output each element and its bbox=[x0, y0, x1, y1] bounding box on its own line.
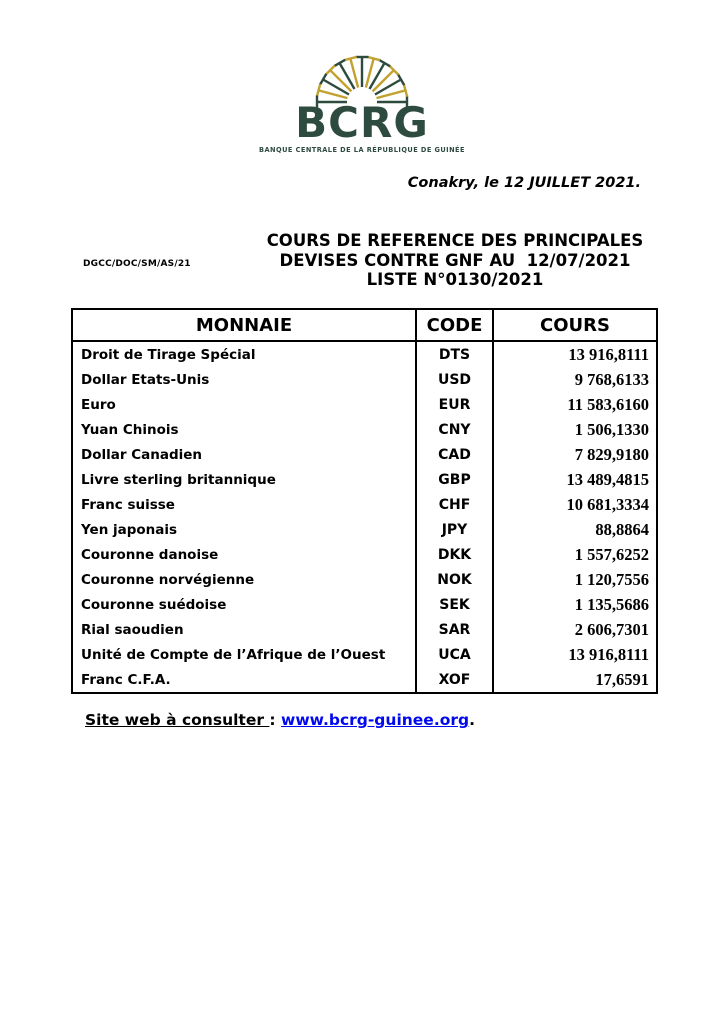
currency-name-cell: Rial saoudien bbox=[72, 617, 416, 642]
table-row bbox=[72, 492, 657, 517]
currency-name-cell: Yuan Chinois bbox=[72, 417, 416, 442]
website-link[interactable]: www.bcrg-guinee.org bbox=[281, 711, 470, 729]
col-header-code: CODE bbox=[416, 309, 493, 341]
currency-rate-cell: 88,8864 bbox=[493, 517, 657, 542]
currency-code-cell: UCA bbox=[416, 642, 493, 667]
table-row bbox=[72, 542, 657, 567]
currency-code-cell: SEK bbox=[416, 592, 493, 617]
currency-code-cell: NOK bbox=[416, 567, 493, 592]
dateline: Conakry, le 12 JUILLET 2021. bbox=[407, 175, 641, 191]
currency-rate-cell: 13 489,4815 bbox=[493, 467, 657, 492]
currency-name-cell: Droit de Tirage Spécial bbox=[72, 341, 416, 367]
currency-code-cell: USD bbox=[416, 367, 493, 392]
title-line-1: COURS DE REFERENCE DES PRINCIPALES bbox=[266, 231, 644, 250]
currency-rate-cell: 1 557,6252 bbox=[493, 542, 657, 567]
currency-rate-cell: 10 681,3334 bbox=[493, 492, 657, 517]
currency-code-cell: JPY bbox=[416, 517, 493, 542]
currency-code-cell: SAR bbox=[416, 617, 493, 642]
currency-code-cell: GBP bbox=[416, 467, 493, 492]
table-row bbox=[72, 367, 657, 392]
table-row bbox=[72, 341, 657, 367]
table-row bbox=[72, 442, 657, 467]
currency-name-cell: Couronne suédoise bbox=[72, 592, 416, 617]
currency-code-cell: XOF bbox=[416, 667, 493, 693]
currency-code-cell: CAD bbox=[416, 442, 493, 467]
currency-rate-cell: 13 916,8111 bbox=[493, 642, 657, 667]
currency-rate-cell: 17,6591 bbox=[493, 667, 657, 693]
currency-rate-cell: 7 829,9180 bbox=[493, 442, 657, 467]
exchange-rates-table bbox=[71, 308, 658, 694]
currency-rate-cell: 11 583,6160 bbox=[493, 392, 657, 417]
currency-name-cell: Dollar Etats-Unis bbox=[72, 367, 416, 392]
title-line-2: DEVISES CONTRE GNF AU 12/07/2021 bbox=[279, 250, 631, 270]
currency-name-cell: Unité de Compte de l’Afrique de l’Ouest bbox=[72, 642, 416, 667]
currency-code-cell: CNY bbox=[416, 417, 493, 442]
currency-name-cell: Couronne danoise bbox=[72, 542, 416, 567]
col-header-cours: COURS bbox=[493, 309, 657, 341]
col-header-monnaie: MONNAIE bbox=[72, 309, 416, 341]
bcrg-logo bbox=[0, 42, 724, 154]
table-row bbox=[72, 667, 657, 693]
table-row bbox=[72, 517, 657, 542]
currency-code-cell: CHF bbox=[416, 492, 493, 517]
logo-acronym: BCRG bbox=[295, 98, 429, 147]
website-separator: : bbox=[269, 711, 281, 729]
table-header-row bbox=[72, 309, 657, 341]
document-reference: DGCC/DOC/SM/AS/21 bbox=[83, 259, 191, 269]
currency-code-cell: EUR bbox=[416, 392, 493, 417]
table-row bbox=[72, 392, 657, 417]
currency-name-cell: Euro bbox=[72, 392, 416, 417]
website-suffix: . bbox=[469, 711, 475, 729]
title-line-3: LISTE N°0130/2021 bbox=[366, 270, 544, 289]
currency-name-cell: Couronne norvégienne bbox=[72, 567, 416, 592]
currency-name-cell: Dollar Canadien bbox=[72, 442, 416, 467]
table-row bbox=[72, 642, 657, 667]
currency-code-cell: DKK bbox=[416, 542, 493, 567]
currency-name-cell: Yen japonais bbox=[72, 517, 416, 542]
table-row bbox=[72, 592, 657, 617]
website-line bbox=[85, 711, 475, 729]
currency-rate-cell: 1 135,5686 bbox=[493, 592, 657, 617]
table-row bbox=[72, 567, 657, 592]
table-row bbox=[72, 467, 657, 492]
currency-rate-cell: 1 506,1330 bbox=[493, 417, 657, 442]
currency-name-cell: Livre sterling britannique bbox=[72, 467, 416, 492]
currency-rate-cell: 9 768,6133 bbox=[493, 367, 657, 392]
currency-rate-cell: 1 120,7556 bbox=[493, 567, 657, 592]
currency-name-cell: Franc suisse bbox=[72, 492, 416, 517]
currency-rate-cell: 2 606,7301 bbox=[493, 617, 657, 642]
currency-rate-cell: 13 916,8111 bbox=[493, 341, 657, 367]
website-label: Site web à consulter bbox=[85, 711, 270, 729]
page-title bbox=[250, 231, 660, 290]
logo-tagline: BANQUE CENTRALE DE LA RÉPUBLIQUE DE GUINÉE bbox=[259, 146, 465, 154]
table-row bbox=[72, 417, 657, 442]
table-row bbox=[72, 617, 657, 642]
currency-name-cell: Franc C.F.A. bbox=[72, 667, 416, 693]
currency-code-cell: DTS bbox=[416, 341, 493, 367]
